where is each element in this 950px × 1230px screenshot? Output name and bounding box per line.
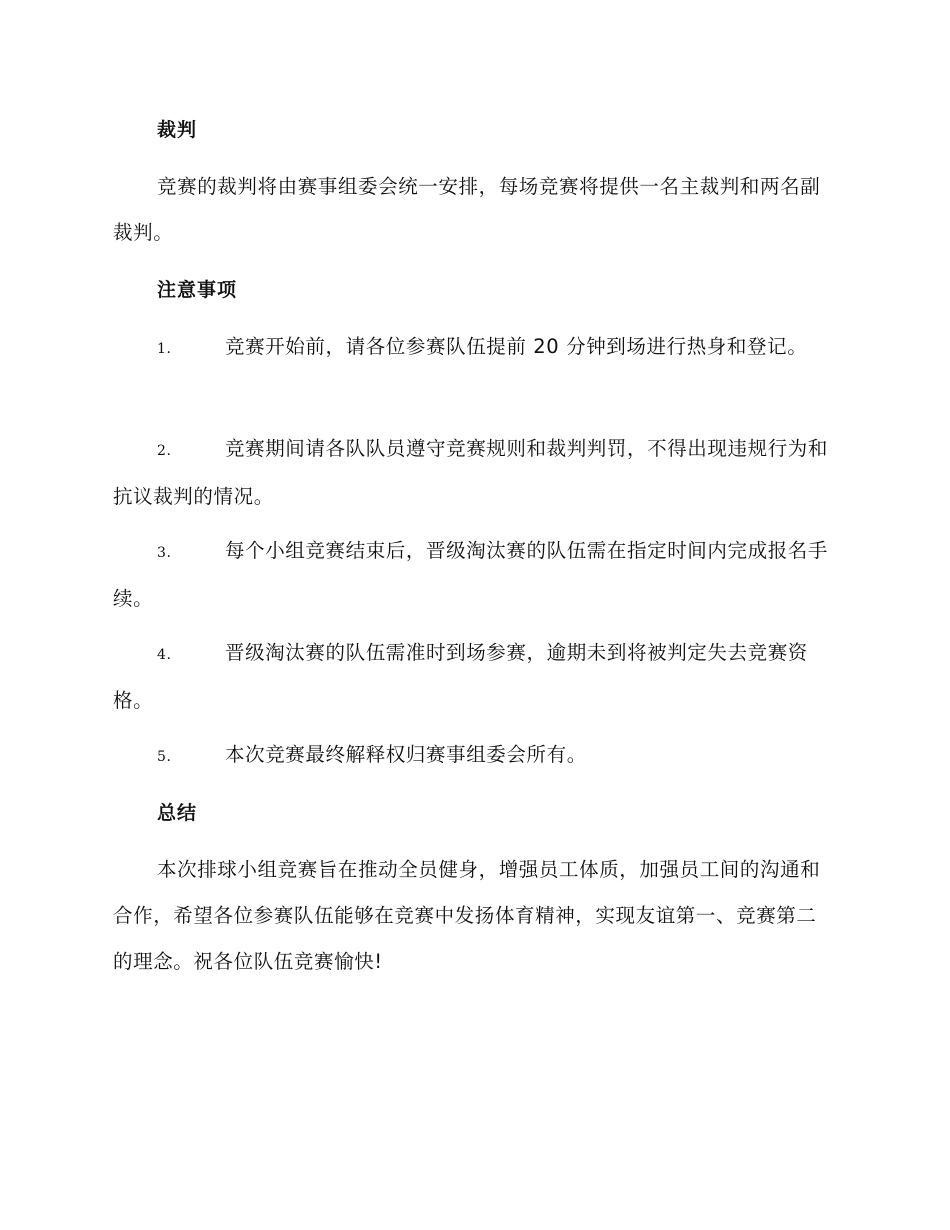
paragraph-referee: 竞赛的裁判将由赛事组委会统一安排，每场竞赛将提供一名主裁判和两名副裁判。 [113, 175, 821, 244]
list-item [113, 324, 835, 372]
list-item-number: 5. [157, 749, 172, 765]
heading-referee: 裁判 [157, 119, 198, 141]
list-item-text: 本次竞赛最终解释权归赛事组委会所有。 [225, 743, 587, 766]
list-item-text: 竞赛期间请各队队员遵守竞赛规则和裁判判罚，不得出现违规行为和抗议裁判的情况。 [113, 437, 829, 508]
list-item-number: 2. [157, 443, 172, 459]
heading-summary: 总结 [157, 802, 198, 824]
list-item-text: 每个小组竞赛结束后，晋级淘汰赛的队伍需在指定时间内完成报名手续。 [113, 539, 829, 610]
list-item-number: 3. [157, 545, 172, 561]
paragraph-summary: 本次排球小组竞赛旨在推动全员健身，增强员工体质，加强员工间的沟通和合作，希望各位参赛队伍能够在竞赛中发扬体育精神，实现友谊第一、竞赛第二的理念。祝各位队伍竞赛愉快! [113, 858, 821, 973]
list-item [113, 426, 835, 520]
list-item-text: 晋级淘汰赛的队伍需准时到场参赛，逾期未到将被判定失去竞赛资格。 [113, 641, 808, 712]
list-item-number: 1. [157, 341, 172, 357]
list-item [113, 528, 835, 622]
list-item [113, 630, 835, 724]
list-item [113, 732, 835, 780]
heading-notes: 注意事项 [157, 279, 238, 301]
list-item-number: 4. [157, 647, 172, 663]
list-item-text: 竞赛开始前，请各位参赛队伍提前 20 分钟到场进行热身和登记。 [225, 335, 808, 358]
